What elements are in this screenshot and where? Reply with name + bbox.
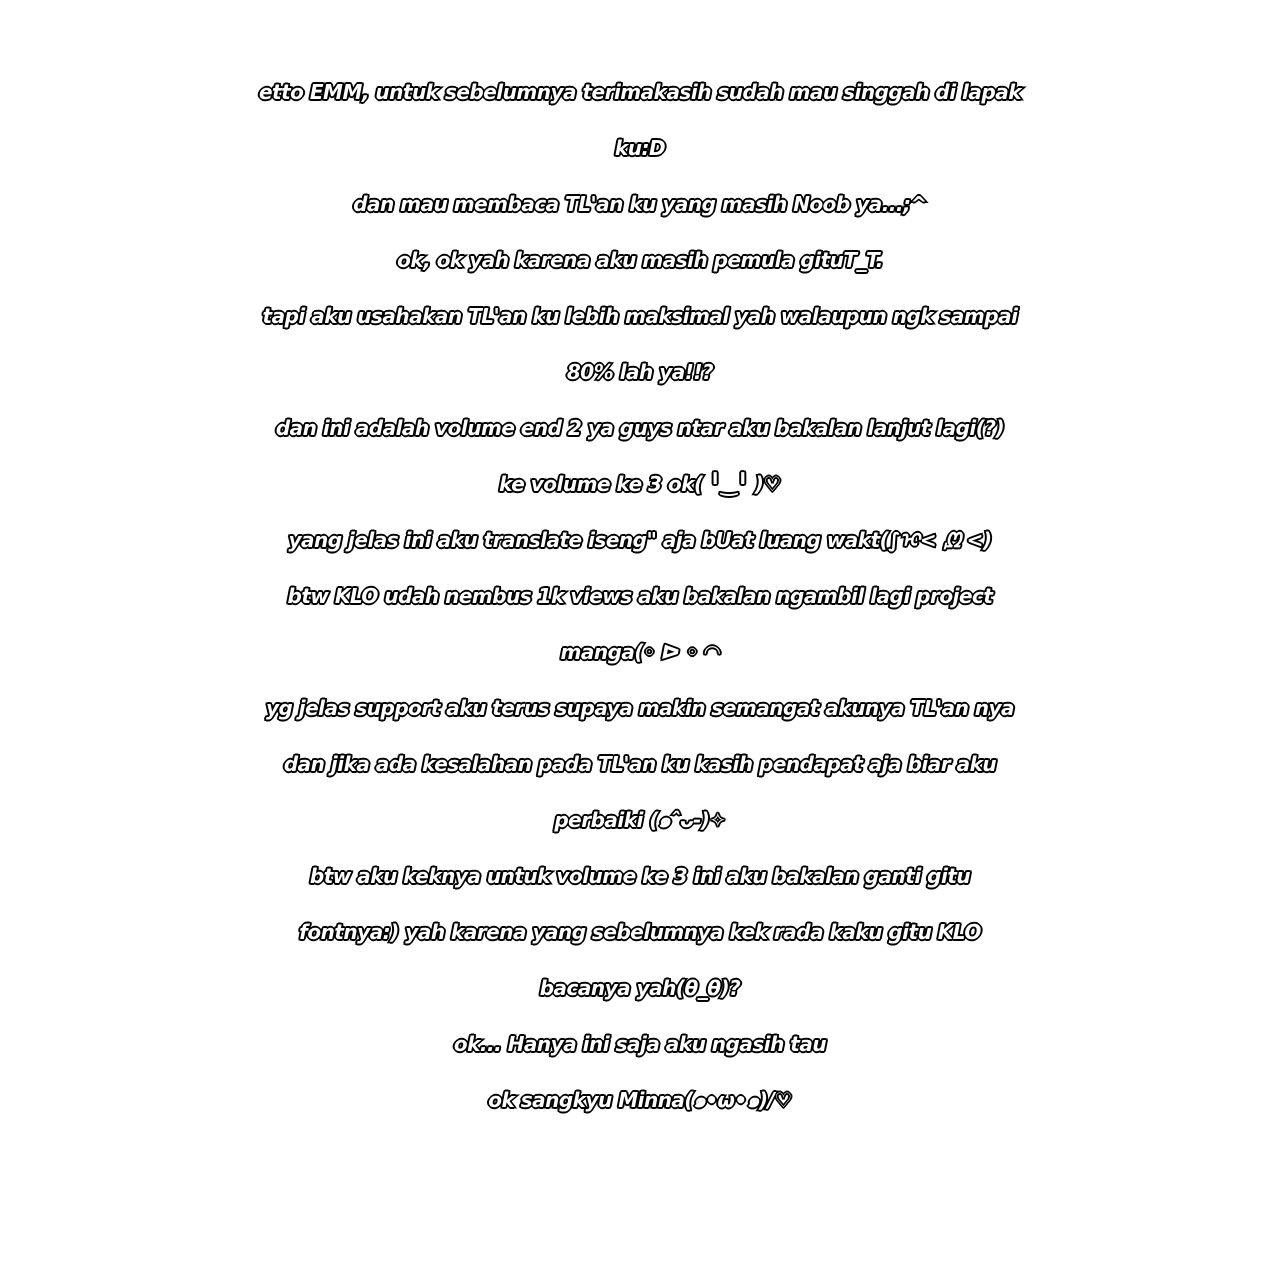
note-line: ok, ok yah karena aku masih pemula gituT_T.	[397, 248, 883, 272]
note-line: ke volume ke 3 ok( ╹‿╹ )♡	[499, 472, 781, 496]
note-line: dan ini adalah volume end 2 ya guys ntar aku bakalan lanjut lagi(?)	[275, 416, 1005, 440]
note-line: manga(◦ ᐅ ◦ ◠	[560, 640, 720, 664]
note-line: ku:D	[614, 136, 666, 160]
note-line: tapi aku usahakan TL'an ku lebih maksimal yah walaupun ngk sampai	[262, 304, 1018, 328]
note-line: yg jelas support aku terus supaya makin semangat akunya TL'an nya	[265, 696, 1015, 720]
note-line: ok sangkyu Minna(๑•ω•๑)/♡	[488, 1088, 792, 1112]
note-line: yang jelas ini aku translate iseng" aja bUat luang wakt(∫ᢈ< ᘻ <)	[288, 528, 992, 552]
note-line: dan jika ada kesalahan pada TL'an ku kasih pendapat aja biar aku	[283, 752, 997, 776]
note-line: fontnya:) yah karena yang sebelumnya kek rada kaku gitu KLO	[299, 920, 981, 944]
note-line: bacanya yah(θ_θ)?	[539, 976, 741, 1000]
note-line: dan mau membaca TL'an ku yang masih Noob ya...;^	[353, 192, 927, 216]
note-line: ok... Hanya ini saja aku ngasih tau	[453, 1032, 827, 1056]
note-line: btw aku keknya untuk volume ke 3 ini aku bakalan ganti gitu	[309, 864, 971, 888]
note-line: btw KLO udah nembus 1k views aku bakalan ngambil lagi project	[287, 584, 993, 608]
note-line: etto EMM, untuk sebelumnya terimakasih sudah mau singgah di lapak	[258, 80, 1022, 104]
note-line: 80% lah ya!!?	[566, 360, 714, 384]
translator-note	[0, 64, 1280, 1128]
note-line: perbaiki (๑ˆᴗ-)✧	[554, 808, 726, 832]
